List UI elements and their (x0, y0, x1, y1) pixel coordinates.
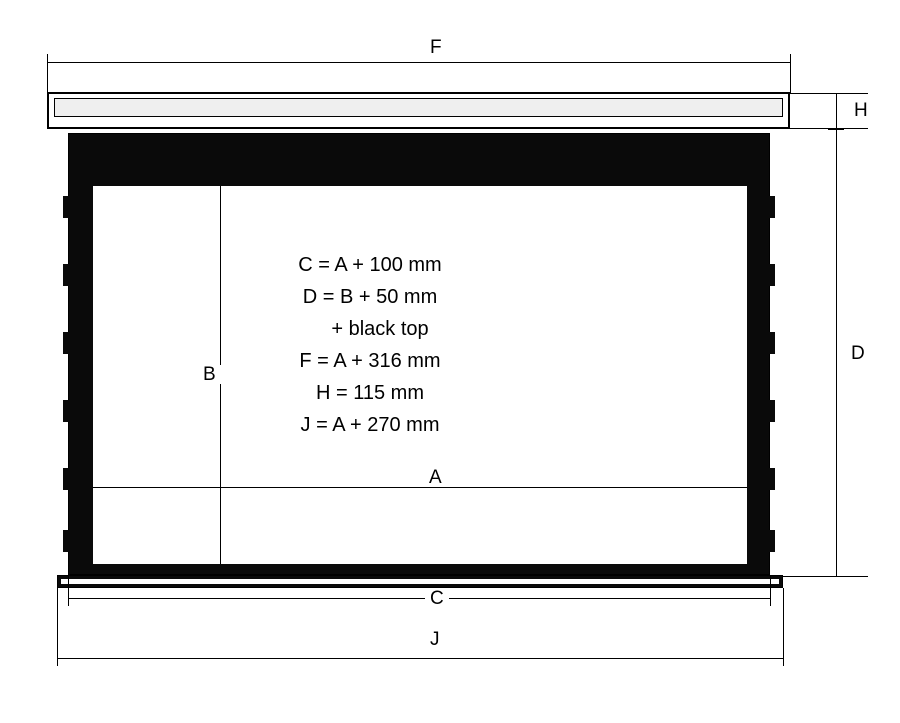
bottom-weight-bar (57, 575, 783, 588)
tension-tab-right-4 (765, 400, 775, 422)
tension-tab-left-2 (63, 264, 73, 286)
h-extension-bottom (786, 128, 868, 129)
tension-tab-right-5 (765, 468, 775, 490)
c-tick-right (770, 590, 771, 606)
h-tick-top (828, 93, 844, 94)
j-tick-right (783, 650, 784, 666)
d-tick-top (828, 129, 844, 130)
tension-tab-right-3 (765, 332, 775, 354)
casing-face (54, 98, 783, 117)
f-tick-left (47, 54, 48, 70)
screen-casing (47, 92, 790, 129)
c-dimension-line (68, 598, 770, 599)
f-dimension-line (47, 62, 790, 63)
surface-horizontal-reference-line (93, 487, 747, 488)
formula-line-f: F = A + 316 mm (299, 350, 441, 372)
tension-tab-left-3 (63, 332, 73, 354)
tension-tab-left-5 (63, 468, 73, 490)
dimension-label-a: A (424, 468, 447, 487)
formula-list (255, 249, 485, 441)
tension-tab-right-6 (765, 530, 775, 552)
j-dimension-line (57, 658, 783, 659)
d-dimension-line (836, 129, 837, 576)
bottom-bar-face (61, 579, 779, 584)
formula-line-black-top: + black top (331, 318, 429, 340)
dimension-label-d: D (846, 344, 870, 363)
dimension-label-c: C (425, 589, 449, 608)
f-tick-right (790, 54, 791, 70)
j-tick-left (57, 650, 58, 666)
h-extension-top (786, 93, 868, 94)
d-tick-bottom (828, 576, 844, 577)
tension-tab-right-2 (765, 264, 775, 286)
dimension-label-f: F (425, 38, 447, 57)
formula-line-h: H = 115 mm (316, 382, 424, 404)
tension-tab-left-4 (63, 400, 73, 422)
dimension-label-b: B (198, 365, 221, 384)
formula-line-d: D = B + 50 mm (302, 286, 438, 308)
d-extension-bottom (783, 576, 868, 577)
dimension-label-h: H (849, 101, 873, 120)
tension-tab-left-1 (63, 196, 73, 218)
dimension-label-j: J (425, 630, 445, 649)
c-tick-left (68, 590, 69, 606)
formula-line-c: C = A + 100 mm (298, 254, 442, 276)
tension-tab-right-1 (765, 196, 775, 218)
formula-line-j: J = A + 270 mm (300, 414, 440, 436)
tension-tab-left-6 (63, 530, 73, 552)
h-dimension-line (836, 93, 837, 128)
